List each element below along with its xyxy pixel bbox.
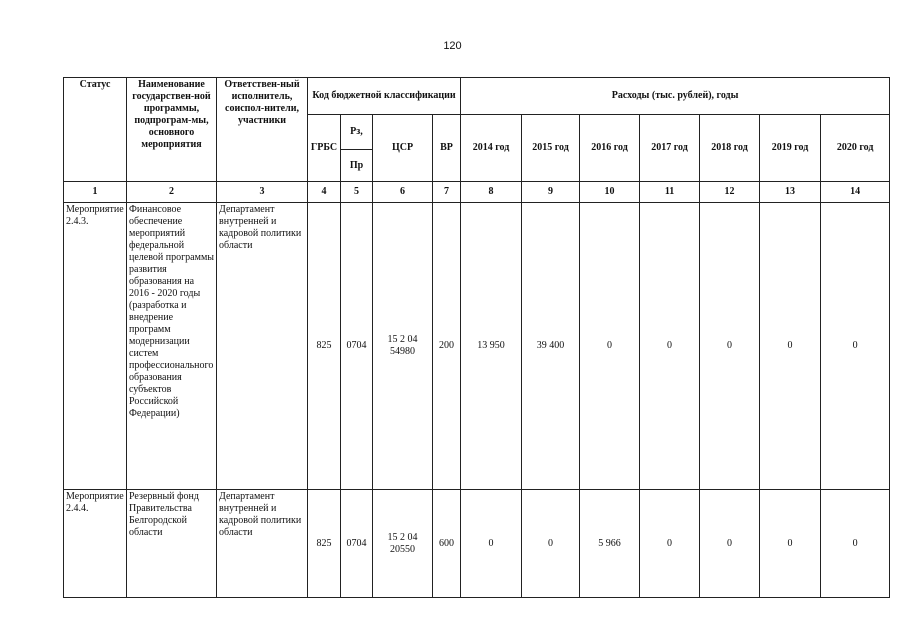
header-csr: ЦСР — [373, 115, 433, 182]
row-value-2019: 0 — [760, 203, 821, 490]
column-number: 14 — [821, 182, 890, 203]
header-year-2019: 2019 год — [760, 115, 821, 182]
row-program-name: Финансовое обеспечение мероприятий федеральной целевой программы развития образования на 2016 - 2020 годы (разработка и внедрение программ модернизации систем профессионального образования субъектов Российской Федерации) — [127, 203, 217, 490]
row-value-2018: 0 — [700, 203, 760, 490]
column-number: 7 — [433, 182, 461, 203]
column-number: 13 — [760, 182, 821, 203]
row-vr: 600 — [433, 490, 461, 598]
row-value-2017: 0 — [640, 203, 700, 490]
header-budget-code: Код бюджетной классификации — [308, 78, 461, 115]
column-number: 8 — [461, 182, 522, 203]
row-grbs: 825 — [308, 490, 341, 598]
row-rzpr: 0704 — [341, 203, 373, 490]
header-vr: ВР — [433, 115, 461, 182]
row-grbs: 825 — [308, 203, 341, 490]
header-year-2018: 2018 год — [700, 115, 760, 182]
row-value-2014: 13 950 — [461, 203, 522, 490]
header-rz: Рз, — [341, 115, 373, 150]
table-row — [64, 490, 890, 598]
row-value-2018: 0 — [700, 490, 760, 598]
header-responsible: Ответствен-ный исполнитель, соиспол-нители, участники — [217, 78, 308, 182]
row-value-2020: 0 — [821, 490, 890, 598]
row-responsible: Департамент внутренней и кадровой политики области — [217, 203, 308, 490]
header-year-2017: 2017 год — [640, 115, 700, 182]
row-value-2015: 0 — [522, 490, 580, 598]
row-value-2014: 0 — [461, 490, 522, 598]
column-number: 12 — [700, 182, 760, 203]
header-year-2014: 2014 год — [461, 115, 522, 182]
column-number: 11 — [640, 182, 700, 203]
column-number: 5 — [341, 182, 373, 203]
row-responsible: Департамент внутренней и кадровой политики области — [217, 490, 308, 598]
row-program-name: Резервный фонд Правительства Белгородской области — [127, 490, 217, 598]
page-number: 120 — [443, 40, 462, 52]
row-value-2015: 39 400 — [522, 203, 580, 490]
row-rzpr: 0704 — [341, 490, 373, 598]
column-number: 4 — [308, 182, 341, 203]
column-number: 2 — [127, 182, 217, 203]
column-number: 10 — [580, 182, 640, 203]
row-status: Мероприятие 2.4.4. — [64, 490, 127, 598]
header-year-2015: 2015 год — [522, 115, 580, 182]
column-number: 6 — [373, 182, 433, 203]
row-csr: 15 2 04 20550 — [373, 490, 433, 598]
budget-table — [63, 77, 890, 598]
column-number: 9 — [522, 182, 580, 203]
table-row — [64, 203, 890, 490]
header-expenses: Расходы (тыс. рублей), годы — [461, 78, 890, 115]
row-csr: 15 2 04 54980 — [373, 203, 433, 490]
header-pr: Пр — [341, 150, 373, 182]
header-status: Статус — [64, 78, 127, 182]
row-vr: 200 — [433, 203, 461, 490]
header-grbs: ГРБС — [308, 115, 341, 182]
row-value-2017: 0 — [640, 490, 700, 598]
row-value-2016: 0 — [580, 203, 640, 490]
row-status: Мероприятие 2.4.3. — [64, 203, 127, 490]
row-value-2016: 5 966 — [580, 490, 640, 598]
column-number: 3 — [217, 182, 308, 203]
header-program-name: Наименование государствен-ной программы, подпрограм-мы, основного мероприятия — [127, 78, 217, 182]
row-value-2020: 0 — [821, 203, 890, 490]
header-year-2020: 2020 год — [821, 115, 890, 182]
row-value-2019: 0 — [760, 490, 821, 598]
column-number: 1 — [64, 182, 127, 203]
header-year-2016: 2016 год — [580, 115, 640, 182]
